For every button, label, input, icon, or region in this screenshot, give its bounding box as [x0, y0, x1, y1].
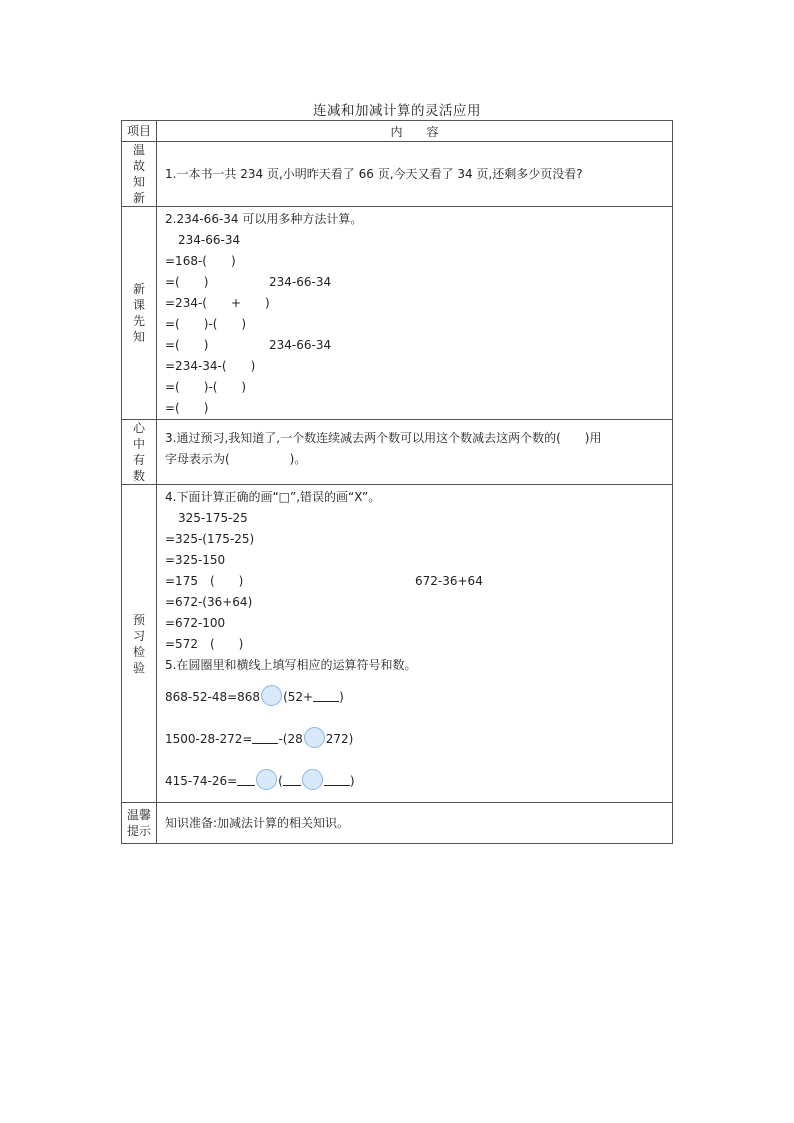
answer-blank[interactable] — [252, 731, 278, 744]
calc-line: =672-(36+64) — [165, 595, 253, 609]
expr-text: (52+ — [283, 690, 314, 704]
section-label: 预习检验 — [122, 485, 157, 803]
calc-line — [165, 571, 672, 592]
section-content — [157, 207, 673, 420]
operator-circle[interactable] — [256, 769, 277, 790]
calc-line-b: 672-36+64 — [415, 574, 483, 588]
calc-step: =( ) — [165, 338, 209, 352]
operator-circle[interactable] — [302, 769, 323, 790]
operator-circle[interactable] — [261, 685, 282, 706]
answer-blank[interactable] — [283, 773, 301, 786]
section-check — [122, 485, 673, 803]
question-3-cont: 字母表示为( )。 — [165, 452, 307, 466]
section-label: 温馨提示 — [122, 803, 157, 844]
calc-line: =234-34-( ) — [165, 359, 256, 373]
section-content — [157, 485, 673, 803]
calc-line-method-3: 234-66-34 — [269, 338, 332, 352]
answer-blank[interactable] — [237, 773, 255, 786]
calc-line: =325-150 — [165, 553, 226, 567]
section-tips — [122, 803, 673, 844]
answer-blank[interactable] — [313, 689, 339, 702]
calc-line-method-2: 234-66-34 — [269, 275, 332, 289]
question-4: 4.下面计算正确的画“□”,错误的画“X”。 — [165, 490, 381, 504]
expr-text: 1500-28-272= — [165, 732, 253, 746]
calc-line: =325-(175-25) — [165, 532, 255, 546]
calc-line: =672-100 — [165, 616, 226, 630]
expr-text: ) — [339, 690, 344, 704]
section-content — [157, 420, 673, 485]
calc-line: 234-66-34 — [178, 233, 241, 247]
section-label: 心中有数 — [122, 420, 157, 485]
calc-line: =572 ( ) — [165, 637, 244, 651]
calc-step: =175 ( ) — [165, 574, 244, 588]
expr-text: 868-52-48=868 — [165, 690, 261, 704]
question-1: 1.一本书一共 234 页,小明昨天看了 66 页,今天又看了 34 页,还剩多少页没看? — [165, 166, 583, 181]
question-2: 2.234-66-34 可以用多种方法计算。 — [165, 212, 363, 226]
header-content: 内 容 — [157, 121, 673, 142]
section-review — [122, 142, 673, 207]
calc-line: =( )-( ) — [165, 317, 247, 331]
fill-row-c — [165, 760, 672, 802]
question-3: 3.通过预习,我知道了,一个数连续减去两个数可以用这个数减去这两个数的( )用 — [165, 431, 602, 445]
section-content — [157, 803, 673, 844]
calc-line: =168-( ) — [165, 254, 236, 268]
calc-line: =234-( + ) — [165, 296, 270, 310]
expr-text: 272) — [325, 732, 354, 746]
section-label: 温故知新 — [122, 142, 157, 207]
calc-step: =( ) — [165, 275, 209, 289]
expr-text: ( — [278, 774, 283, 788]
operator-circle[interactable] — [304, 727, 325, 748]
section-content — [157, 142, 673, 207]
section-summary — [122, 420, 673, 485]
lesson-table — [121, 120, 673, 844]
calc-line: =( ) — [165, 401, 209, 415]
page-title: 连减和加减计算的灵活应用 — [313, 103, 481, 119]
calc-line — [165, 335, 672, 356]
calc-line: 325-175-25 — [178, 511, 248, 525]
section-new-lesson — [122, 207, 673, 420]
answer-blank[interactable] — [324, 773, 350, 786]
expr-text: 415-74-26= — [165, 774, 238, 788]
calc-line — [165, 272, 672, 293]
header-row — [122, 121, 673, 142]
section-label: 新课先知 — [122, 207, 157, 420]
fill-row-b — [165, 718, 672, 760]
calc-line: =( )-( ) — [165, 380, 247, 394]
header-item: 项目 — [122, 121, 157, 142]
fill-row-a — [165, 676, 672, 718]
expr-text: -(28 — [278, 732, 303, 746]
expr-text: ) — [349, 774, 355, 788]
tip-text: 知识准备:加减法计算的相关知识。 — [165, 815, 350, 830]
question-5: 5.在圆圈里和横线上填写相应的运算符号和数。 — [165, 658, 417, 672]
